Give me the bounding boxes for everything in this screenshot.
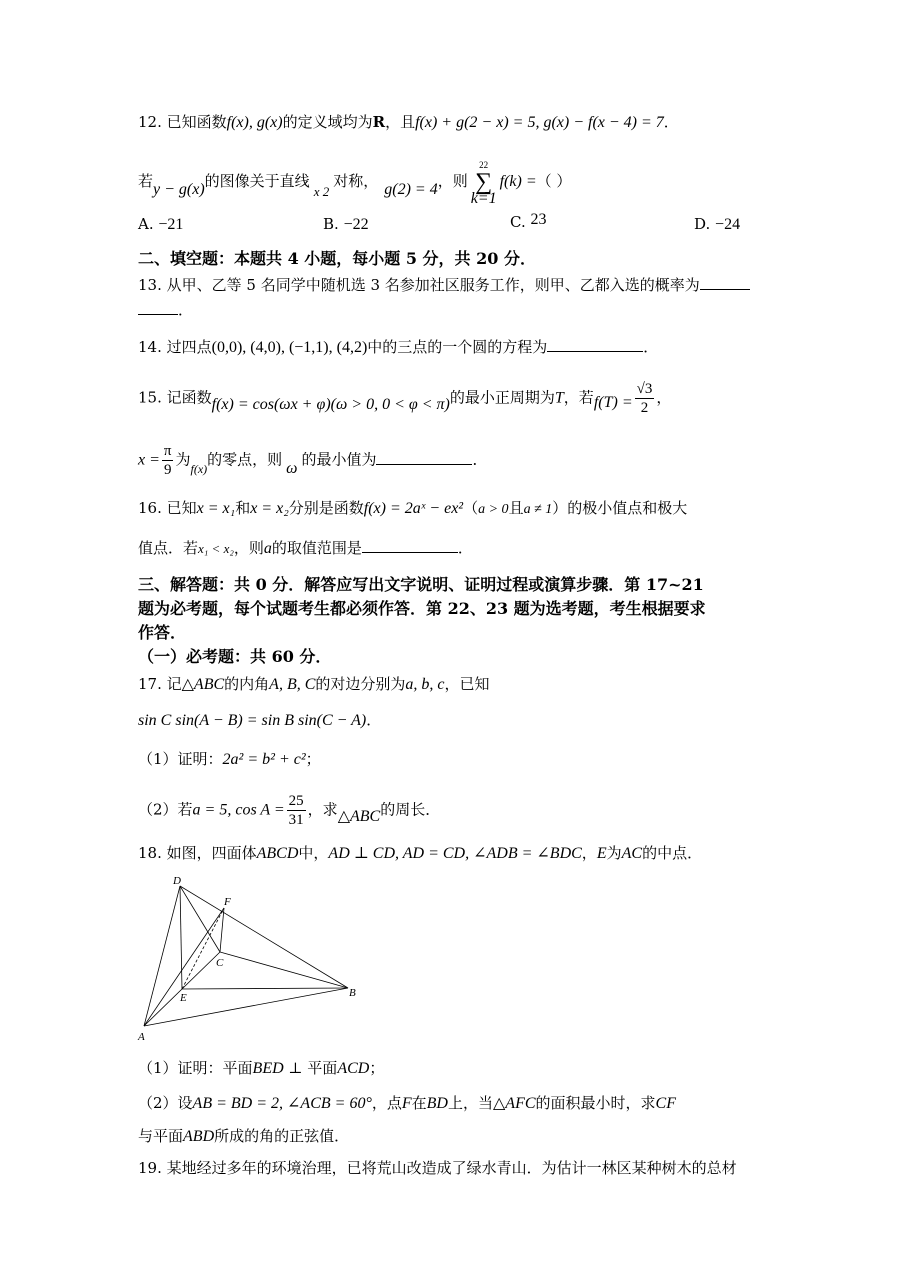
q12-text5: ，则 [437, 172, 468, 190]
q15-sqrt3-over-2: $\frac{√3}{2}$ [636, 381, 653, 416]
q12-text3: 的图像关于直线 [204, 172, 310, 190]
q18-E: E [596, 845, 607, 862]
q15-pi-over-9: $\frac{\pi}{9}$ [163, 443, 172, 478]
q12-option-a[interactable]: A. −21 [138, 215, 184, 233]
q12-ruo: 若 [138, 172, 154, 190]
q15-text2: ，若 [563, 388, 594, 407]
q16-cond-a: a > 0 [478, 502, 509, 517]
q15-omega: ω [286, 459, 298, 477]
q13-line2: ． [138, 298, 193, 321]
q15-line2: x = $\frac{\pi}{9}$ 为$_{f(x)}$的零点，则 ω 的最小值为 ． [138, 443, 488, 478]
q16-inequality: x₁ < x₂ [198, 541, 234, 556]
q17-part1-eq: 2a² = b² + c² [222, 751, 306, 768]
q17-line1: 17. 记△ABC的内角A, B, C的对边分别为a, b, c，已知 [138, 675, 490, 693]
q18-part2-line2: 与平面ABD所成的角的正弦值． [138, 1127, 350, 1145]
label-E: E [180, 992, 187, 1004]
q16-x2: x = x₂ [250, 500, 289, 517]
q18-CF: CF [655, 1095, 676, 1112]
q12-g2: g(2) = 4 [384, 181, 438, 198]
q17-part1: （1）证明：2a² = b² + c²； [138, 750, 321, 768]
q17-triangle: △ABC [181, 676, 225, 693]
edge-DB [180, 886, 348, 988]
edge-DC [180, 886, 220, 952]
q18-AC: AC [621, 845, 643, 862]
q12-sum-symbol: 22 ∑ k=1 [470, 160, 497, 207]
q17-line2: sin C sin(A − B) = sin B sin(C − A)． [138, 711, 382, 729]
q17-sides: a, b, c [405, 676, 445, 693]
q15-text: 的最小正周期为 [449, 388, 555, 407]
q15-answer-blank[interactable] [376, 448, 472, 465]
q17-part2-cond: a = 5, cos A = [192, 801, 285, 819]
q18-plane-BED: BED [252, 1060, 284, 1077]
q18-part1: （1）证明：平面BED ⊥ 平面ACD； [138, 1059, 385, 1077]
q16-cond-a-ne-1: a ≠ 1 [523, 502, 553, 517]
section3-heading-line2: 题为必考题，每个试题考生都必须作答．第 22、23 题为选考题，考生根据要求 [138, 599, 706, 618]
label-A: A [138, 1031, 145, 1043]
q12-text2: ，且 [385, 113, 416, 131]
q12-paren: （ ） [536, 172, 572, 190]
q14-prefix: 14. 过四点 [138, 338, 212, 356]
q12-text: 的定义域均为 [282, 113, 373, 131]
q15-function: f(x) = cos(ωx + φ)(ω > 0, 0 < φ < π) [211, 395, 450, 413]
q17-part2: （2）若a = 5, cos A = $\frac{25}{31}$ ，求△ABC的周长． [138, 793, 441, 828]
q18-part2: （2）设AB = BD = 2, ∠ACB = 60°，点F在BD上，当△AFC的面积最小时，求CF [138, 1094, 676, 1112]
q16-line2: 值点．若x₁ < x₂，则a的取值范围是 ． [138, 536, 473, 560]
q12-condition: f(x) + g(2 − x) = 5, g(x) − f(x − 4) = 7 [415, 114, 664, 131]
q19-line1: 19. 某地经过多年的环境治理，已将荒山改造成了绿水青山．为估计一林区某种树木的总材 [138, 1159, 737, 1177]
q16-x1: x = x₁ [196, 500, 236, 517]
q13-line1 [138, 273, 750, 296]
q12-functions: f(x), g(x) [226, 114, 283, 131]
q18-plane-ABD: ABD [183, 1128, 215, 1145]
q12-option-d[interactable]: D. −24 [694, 215, 741, 233]
q18-plane-ACD: ACD [337, 1060, 370, 1077]
q18-line1: 18. 如图，四面体ABCD中，AD ⊥ CD, AD = CD, ∠ADB = ∠BDC，E为AC的中点． [138, 844, 703, 862]
q17-angles: A, B, C [269, 676, 316, 693]
edge-CB [220, 952, 348, 988]
q15-prefix: 15. 记函数 [138, 388, 212, 407]
edge-EB [182, 988, 348, 989]
q14-line: 14. 过四点(0,0), (4,0), (−1,1), (4,2)中的三点的一个圆的方程为 ． [138, 335, 658, 359]
q17-equation: sin C sin(A − B) = sin B sin(C − A) [138, 712, 367, 729]
q14-answer-blank[interactable] [547, 335, 643, 352]
label-D: D [173, 875, 181, 887]
section3-heading-line1: 三、解答题：共 0 分．解答应写出文字说明、证明过程或演算步骤．第 17~21 [138, 575, 704, 594]
subsection1-heading: （一）必考题：共 60 分． [138, 647, 332, 666]
q16-function: f(x) = 2aˣ − ex² [363, 500, 464, 517]
q12-fk: f(k) = [499, 173, 537, 190]
q14-points: (0,0), (4,0), (−1,1), (4,2) [211, 339, 368, 356]
q16-line1: 16. 已知x = x₁和x = x₂分别是函数f(x) = 2aˣ − ex²（a > 0且a ≠ 1）的极小值点和极大 [138, 499, 688, 517]
q13-text: 13. 从甲、乙等 5 名同学中随机选 3 名参加社区服务工作，则甲、乙都入选的概率为 [138, 276, 700, 294]
q12-option-b[interactable]: B. −22 [323, 215, 369, 233]
edge-FA [144, 908, 224, 1026]
edge-DA [144, 886, 180, 1026]
q12-ygx: y − g(x) [153, 181, 205, 198]
q13-answer-blank[interactable] [700, 273, 750, 290]
q15-T: T [554, 389, 564, 407]
q12-line1: 12. 已知函数f(x), g(x)的定义域均为R，且f(x) + g(2 − x) = 5, g(x) − f(x − 4) = 7． [138, 113, 679, 131]
edge-FC [220, 908, 224, 952]
q15-fT: f(T) = [593, 393, 633, 411]
q17-part2-triangle: △ABC [337, 807, 381, 825]
q18-triangle-AFC: △AFC [493, 1095, 536, 1112]
label-C: C [216, 957, 224, 969]
q14-text: 中的三点的一个圆的方程为 [367, 338, 548, 356]
q18-condition: AD ⊥ CD, AD = CD, ∠ADB = ∠BDC [328, 845, 582, 862]
q17-frac-25-31: $\frac{25}{31}$ [288, 793, 304, 828]
q15-fx: f(x) [190, 461, 208, 476]
q12-text4: 对称， [333, 172, 379, 190]
q15-line1: 15. 记函数f(x) = cos(ωx + φ)(ω > 0, 0 < φ < π)的最小正周期为T，若f(T) = $\frac{√3}{2}$ ， [138, 381, 672, 416]
q18-part2-cond: AB = BD = 2, ∠ACB = 60° [192, 1095, 372, 1112]
section2-heading: 二、填空题：本题共 4 小题，每小题 5 分，共 20 分． [138, 249, 536, 268]
q12-R: R [372, 113, 386, 131]
q12-option-c[interactable]: C. 23 [510, 211, 547, 231]
q12-prefix: 12. 已知函数 [138, 113, 227, 131]
q13-answer-blank-cont[interactable] [138, 298, 178, 315]
q16-answer-blank[interactable] [362, 536, 458, 553]
section3-heading-line3: 作答． [138, 623, 187, 642]
label-F: F [224, 896, 231, 908]
q18-tetrahedron: ABCD [256, 845, 299, 862]
edge-AB [144, 988, 348, 1026]
edge-DE [180, 886, 182, 989]
q12-line2 [138, 160, 572, 207]
label-B: B [349, 987, 356, 999]
q15-xeq: x = [138, 451, 160, 469]
q12-line-x2: x 2 [313, 184, 330, 199]
tetrahedron-figure [136, 870, 366, 1045]
q16-a: a [263, 540, 272, 557]
